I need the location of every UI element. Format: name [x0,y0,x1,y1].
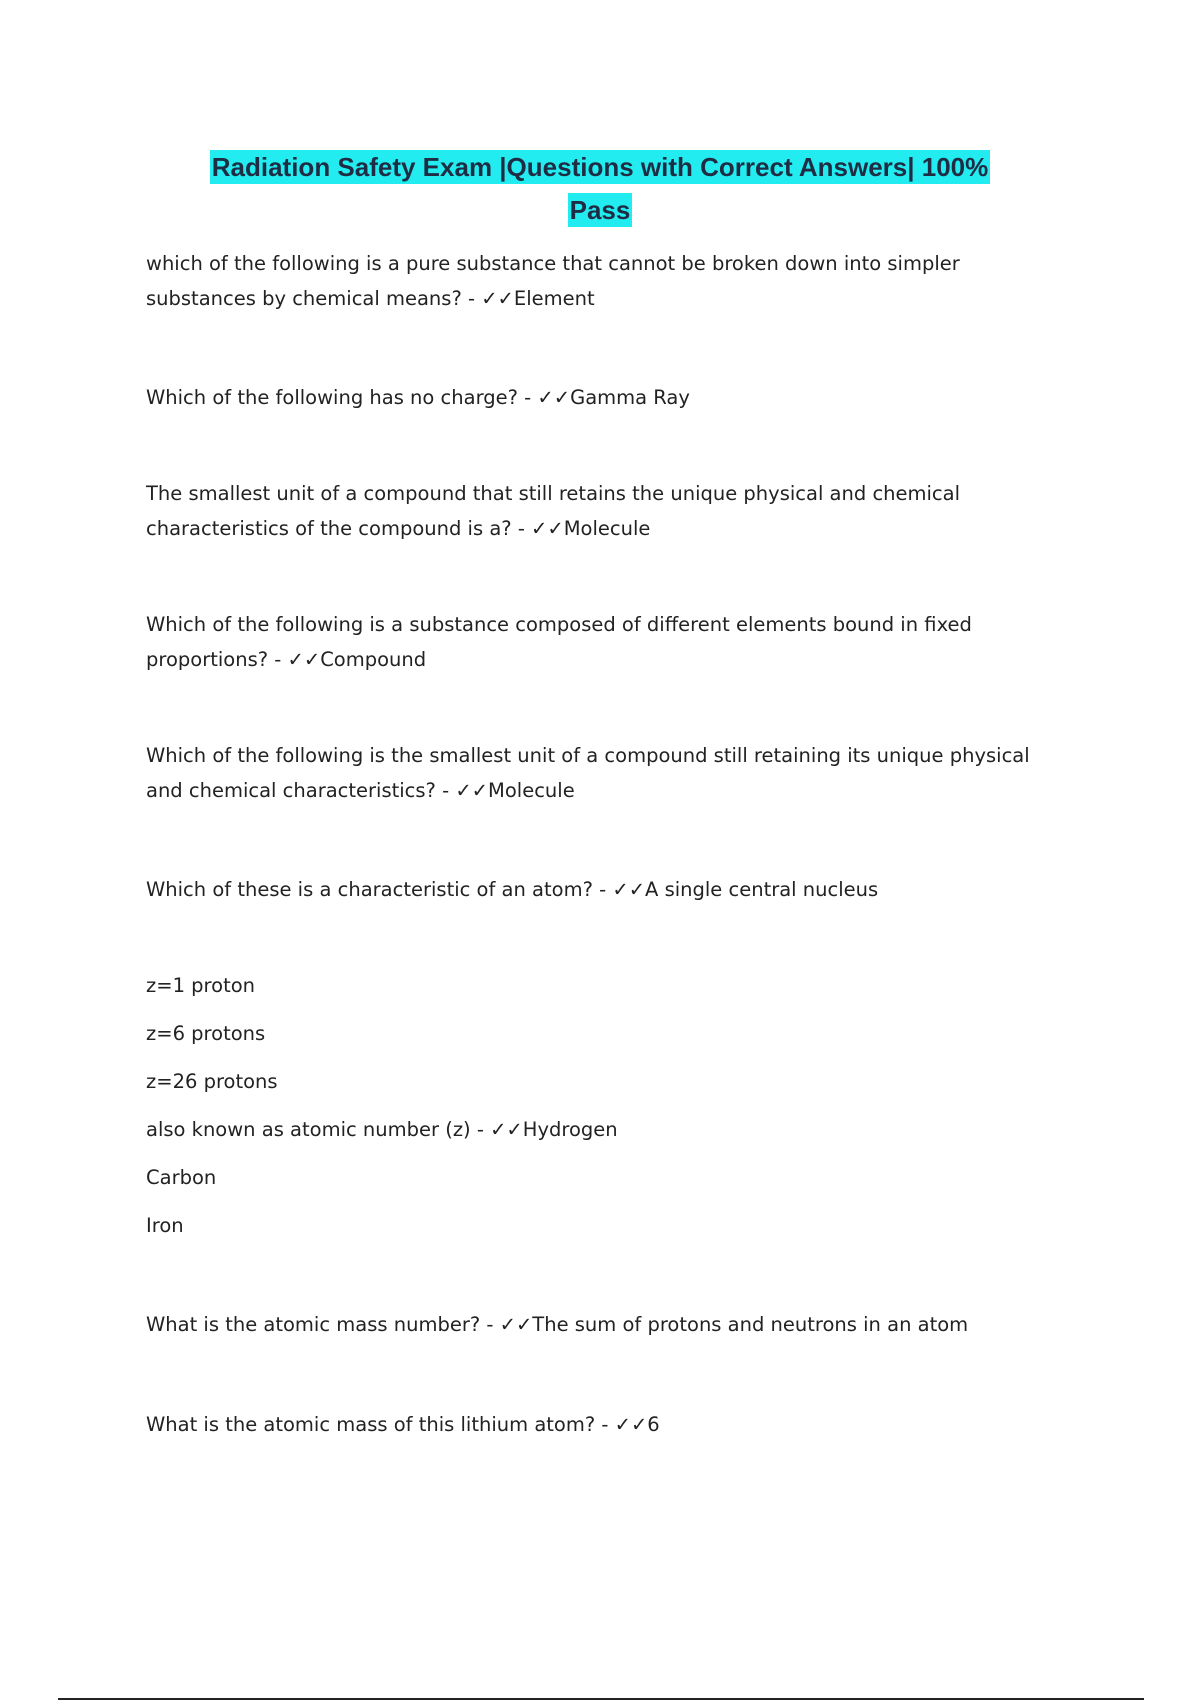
z-line: Iron [146,1214,184,1237]
qa-text: Which of these is a characteristic of an atom? - ✓✓A single central nucleus [146,878,879,901]
qa-item-molecule [146,476,1046,546]
qa-item-lithium-mass: What is the atomic mass of this lithium atom? - ✓✓6 [146,1413,660,1436]
qa-item-compound [146,607,1046,677]
qa-item-gamma-ray [146,380,1046,415]
qa-text: substances by chemical means? - ✓✓Element [146,287,595,310]
z-line: z=6 protons [146,1022,266,1045]
qa-item-atomic-number [146,968,1046,1243]
z-line: Carbon [146,1166,217,1189]
z-line: z=1 proton [146,974,256,997]
qa-text: which of the following is a pure substance that cannot be broken down into simpler [146,252,960,275]
qa-text: The smallest unit of a compound that still retains the unique physical and chemical [146,482,961,505]
qa-item-atomic-mass-number: What is the atomic mass number? - ✓✓The sum of protons and neutrons in an atom [146,1313,969,1336]
qa-text: Which of the following is the smallest unit of a compound still retaining its unique physical [146,744,1030,767]
qa-item-element [146,246,1046,316]
qa-item-atom-characteristic [146,872,1046,907]
z-line: also known as atomic number (z) - ✓✓Hydrogen [146,1118,618,1141]
qa-content [146,246,1046,1442]
document-title [140,146,1060,232]
qa-text: Which of the following has no charge? - ✓✓Gamma Ray [146,386,690,409]
qa-text: proportions? - ✓✓Compound [146,648,427,671]
qa-text: and chemical characteristics? - ✓✓Molecule [146,779,575,802]
qa-text: Which of the following is a substance composed of different elements bound in fixed [146,613,972,636]
z-line: z=26 protons [146,1070,278,1093]
title-line-1: Radiation Safety Exam |Questions with Correct Answers| 100% [211,152,989,182]
qa-text: characteristics of the compound is a? - ✓✓Molecule [146,517,651,540]
qa-item-molecule-2 [146,738,1046,808]
title-line-2: Pass [569,195,631,225]
